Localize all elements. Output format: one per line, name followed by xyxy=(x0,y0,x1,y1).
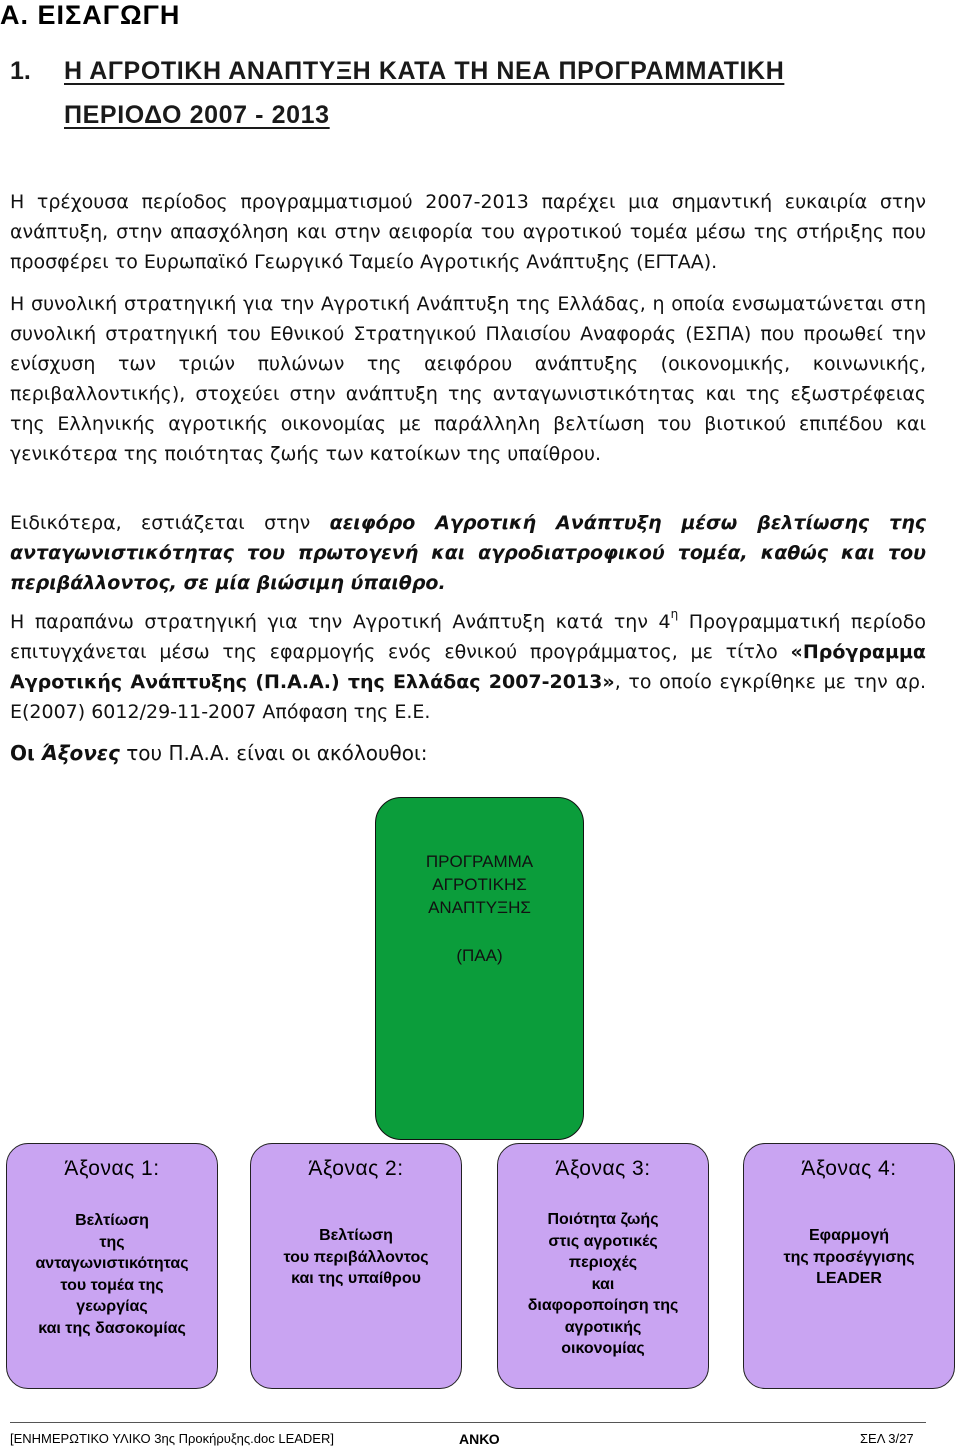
axis-1-line: γεωργίας xyxy=(76,1298,148,1315)
root-line-2: ΑΓΡΟΤΙΚΗΣ xyxy=(432,875,527,894)
paragraph-program xyxy=(10,607,926,727)
paragraph-axes-intro xyxy=(10,738,926,768)
axis-3-line: και xyxy=(591,1275,615,1293)
paragraph-strategy: Η συνολική στρατηγική για την Αγροτική Ανάπτυξη της Ελλάδας, η οποία ενσωματώνεται στη συνολική στρατηγική του Εθνικού Στρατηγικού Πλαισίου Αναφοράς (ΕΣΠΑ) που προωθεί την ενίσχυση των τριών πυλώνων της αειφόρου ανάπτυξης (οικονομικής, κοινωνικής, περιβαλλοντικής), στοχεύει στην ανάπτυξη της ανταγωνιστικότητας και της εξωστρέφειας της Ελληνικής αγροτικής οικονομίας με παράλληλη βελτίωση του βιοτικού επιπέδου και γενικότερα της ποιότητας ζωής των κατοίκων της υπαίθρου. xyxy=(10,293,926,465)
footer-divider xyxy=(10,1422,926,1423)
section-title: Α. ΕΙΣΑΓΩΓΗ xyxy=(0,0,181,30)
axis-3-line: Ποιότητα ζωής xyxy=(547,1211,659,1228)
axis-2-line: και της υπαίθρου xyxy=(291,1270,421,1287)
axis-3-line: οικονομίας xyxy=(561,1340,645,1357)
footer-left: [ΕΝΗΜΕΡΩΤΙΚΟ ΥΛΙΚΟ 3ης Προκήρυξης.doc LEADER] xyxy=(10,1431,334,1446)
footer-center: ΑΝΚΟ xyxy=(459,1431,500,1447)
axis-4-line: LEADER xyxy=(816,1270,882,1287)
axis-1-line: ανταγωνιστικότητας xyxy=(35,1255,189,1272)
diagram-root-text xyxy=(376,850,583,967)
program-superscript: η xyxy=(670,607,679,621)
paragraph-intro: Η τρέχουσα περίοδος προγραμματισμού 2007-2013 παρέχει μια σημαντική ευκαιρία στην ανάπτυξη, στην απασχόληση και στην αειφορία του αγροτικού τομέα μέσω της στήριξης που προσφέρει το Ευρωπαϊκό Γεωργικό Ταμείο Αγροτικής Ανάπτυξης (ΕΓΤΑΑ). xyxy=(10,191,926,273)
axis-box-3 xyxy=(497,1143,709,1389)
focus-prefix: Ειδικότερα, εστιάζεται στην xyxy=(10,512,330,534)
axis-box-1 xyxy=(6,1143,218,1389)
axis-title-1: Άξονας 1: xyxy=(64,1157,160,1180)
focus-emphasis: αειφόρο Αγροτική Ανάπτυξη μέσω βελτίωσης της ανταγωνιστικότητας του πρωτογενή και αγροδιατροφικού τομέα, καθώς και του περιβάλλοντος, σε μία βιώσιμη ύπαιθρο. xyxy=(10,512,926,594)
root-line-1: ΠΡΟΓΡΑΜΜΑ xyxy=(425,852,534,871)
axis-desc-4 xyxy=(744,1225,954,1290)
axis-2-line: του περιβάλλοντος xyxy=(283,1248,429,1266)
subsection-title-line2: ΠΕΡΙΟΔΟ 2007 - 2013 xyxy=(64,101,330,129)
axis-title-2: Άξονας 2: xyxy=(308,1157,404,1180)
diagram-root-box xyxy=(375,797,584,1140)
axis-3-line: διαφοροποίηση της xyxy=(527,1297,679,1314)
axis-desc-2 xyxy=(251,1225,461,1290)
axis-title-4: Άξονας 4: xyxy=(801,1157,897,1180)
root-line-3: ΑΝΑΠΤΥΞΗΣ xyxy=(428,898,531,917)
axis-desc-1 xyxy=(7,1210,217,1339)
axis-box-2 xyxy=(250,1143,462,1389)
axis-box-4 xyxy=(743,1143,955,1389)
axis-title-3: Άξονας 3: xyxy=(555,1157,651,1180)
axis-3-line: περιοχές xyxy=(568,1254,638,1271)
footer-right: ΣΕΛ 3/27 xyxy=(860,1431,914,1446)
paragraph-focus xyxy=(10,508,926,598)
program-text-2: Προγραμματική περίοδο επιτυγχάνεται μέσω της εφαρμογής ενός εθνικού προγράμματος, με τίτλο xyxy=(10,611,926,663)
axis-2-line: Βελτίωση xyxy=(319,1227,393,1244)
axes-intro-rest: του Π.Α.Α. είναι οι ακόλουθοι: xyxy=(119,741,428,765)
subsection-number: 1. xyxy=(10,57,31,85)
program-text-1: Η παραπάνω στρατηγική για την Αγροτική Ανάπτυξη κατά την 4 xyxy=(10,611,671,633)
axis-1-line: της xyxy=(99,1233,125,1251)
axis-1-line: του τομέα της xyxy=(60,1276,164,1294)
axes-intro-axes-word: Άξονες xyxy=(41,741,120,765)
axis-3-line: στις αγροτικές xyxy=(548,1232,658,1250)
axis-4-line: της προσέγγισης xyxy=(783,1248,915,1266)
axis-3-line: αγροτικής xyxy=(564,1318,642,1336)
axis-desc-3 xyxy=(498,1209,708,1360)
axis-1-line: και της δασοκομίας xyxy=(38,1319,186,1337)
axis-1-line: Βελτίωση xyxy=(75,1212,149,1229)
root-abbr: (ΠΑΑ) xyxy=(456,946,503,965)
program-title: «Πρόγραμμα Αγροτικής Ανάπτυξης (Π.Α.Α.) της Ελλάδας 2007-2013» xyxy=(10,641,926,693)
axis-4-line: Εφαρμογή xyxy=(808,1227,890,1244)
axes-intro-bold: Οι xyxy=(10,741,42,765)
program-text-3: , το οποίο εγκρίθηκε με την αρ. Ε(2007) 6012/29-11-2007 Απόφαση της Ε.Ε. xyxy=(10,671,926,723)
subsection-title-line1: Η ΑΓΡΟΤΙΚΗ ΑΝΑΠΤΥΞΗ ΚΑΤΑ ΤΗ ΝΕΑ ΠΡΟΓΡΑΜΜΑΤΙΚΗ xyxy=(64,57,785,85)
